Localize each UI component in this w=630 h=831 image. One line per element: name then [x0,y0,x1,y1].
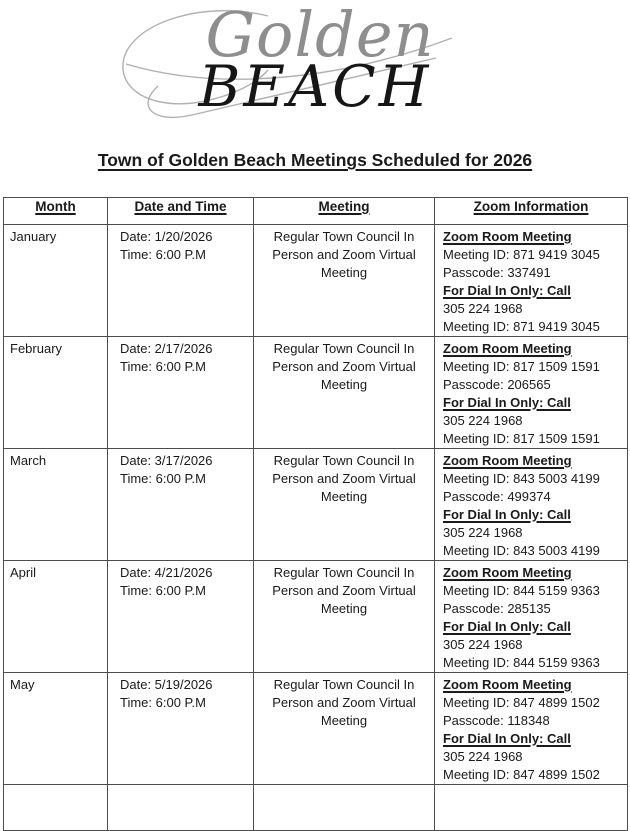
date-time-cell [108,225,254,337]
meeting-cell: Regular Town Council In Person and Zoom Virtual Meeting [254,561,435,673]
date-line: Date: 3/17/2026 [120,453,213,468]
dial-in-heading: For Dial In Only: Call [443,395,571,410]
table-row [4,337,628,449]
dial-in-meeting-id: Meeting ID: 871 9419 3045 [443,319,600,334]
logo-text-beach: BEACH [198,54,432,120]
zoom-room-heading: Zoom Room Meeting [443,341,572,356]
dial-in-phone: 305 224 1968 [443,525,523,540]
empty-cell [108,785,254,831]
dial-in-meeting-id: Meeting ID: 843 5003 4199 [443,543,600,558]
date-time-cell [108,337,254,449]
zoom-info-cell [435,449,628,561]
month-cell: February [4,337,108,449]
town-logo [0,0,630,138]
dial-in-meeting-id: Meeting ID: 847 4899 1502 [443,767,600,782]
date-time-cell [108,673,254,785]
date-time-cell [108,561,254,673]
zoom-passcode: Passcode: 337491 [443,265,551,280]
zoom-room-heading: Zoom Room Meeting [443,677,572,692]
zoom-meeting-id: Meeting ID: 847 4899 1502 [443,695,600,710]
zoom-passcode: Passcode: 206565 [443,377,551,392]
empty-cell [435,785,628,831]
dial-in-heading: For Dial In Only: Call [443,731,571,746]
month-cell: May [4,673,108,785]
zoom-passcode: Passcode: 499374 [443,489,551,504]
month-cell: January [4,225,108,337]
zoom-room-heading: Zoom Room Meeting [443,453,572,468]
zoom-meeting-id: Meeting ID: 871 9419 3045 [443,247,600,262]
dial-in-phone: 305 224 1968 [443,749,523,764]
dial-in-phone: 305 224 1968 [443,301,523,316]
dial-in-heading: For Dial In Only: Call [443,507,571,522]
meeting-cell: Regular Town Council In Person and Zoom Virtual Meeting [254,673,435,785]
zoom-info-cell [435,673,628,785]
table-header-row [4,198,628,225]
time-line: Time: 6:00 P.M [120,359,206,374]
empty-cell [254,785,435,831]
zoom-passcode: Passcode: 118348 [443,713,550,728]
zoom-meeting-id: Meeting ID: 817 1509 1591 [443,359,600,374]
zoom-info-cell [435,225,628,337]
meetings-schedule-table [3,197,628,831]
dial-in-heading: For Dial In Only: Call [443,619,571,634]
zoom-room-heading: Zoom Room Meeting [443,565,572,580]
date-line: Date: 5/19/2026 [120,677,213,692]
time-line: Time: 6:00 P.M [120,247,206,262]
zoom-meeting-id: Meeting ID: 843 5003 4199 [443,471,600,486]
column-header-meeting: Meeting [254,198,435,225]
zoom-info-cell [435,561,628,673]
dial-in-meeting-id: Meeting ID: 844 5159 9363 [443,655,600,670]
time-line: Time: 6:00 P.M [120,583,206,598]
empty-cell [4,785,108,831]
column-header-date-time: Date and Time [108,198,254,225]
zoom-meeting-id: Meeting ID: 844 5159 9363 [443,583,600,598]
zoom-info-cell [435,337,628,449]
logo-text-golden: Golden [205,0,435,71]
table-row [4,673,628,785]
month-cell: March [4,449,108,561]
table-row [4,225,628,337]
column-header-month: Month [4,198,108,225]
table-row [4,449,628,561]
meeting-cell: Regular Town Council In Person and Zoom Virtual Meeting [254,337,435,449]
date-time-cell [108,449,254,561]
column-header-zoom-info: Zoom Information [435,198,628,225]
date-line: Date: 1/20/2026 [120,229,213,244]
date-line: Date: 2/17/2026 [120,341,213,356]
dial-in-phone: 305 224 1968 [443,637,523,652]
dial-in-heading: For Dial In Only: Call [443,283,571,298]
page-title: Town of Golden Beach Meetings Scheduled for 2026 [97,150,533,170]
month-cell: April [4,561,108,673]
empty-table-row [4,785,628,831]
date-line: Date: 4/21/2026 [120,565,213,580]
time-line: Time: 6:00 P.M [120,471,206,486]
meeting-cell: Regular Town Council In Person and Zoom Virtual Meeting [254,449,435,561]
meeting-cell: Regular Town Council In Person and Zoom Virtual Meeting [254,225,435,337]
dial-in-meeting-id: Meeting ID: 817 1509 1591 [443,431,600,446]
dial-in-phone: 305 224 1968 [443,413,523,428]
zoom-room-heading: Zoom Room Meeting [443,229,572,244]
time-line: Time: 6:00 P.M [120,695,206,710]
table-row [4,561,628,673]
zoom-passcode: Passcode: 285135 [443,601,551,616]
